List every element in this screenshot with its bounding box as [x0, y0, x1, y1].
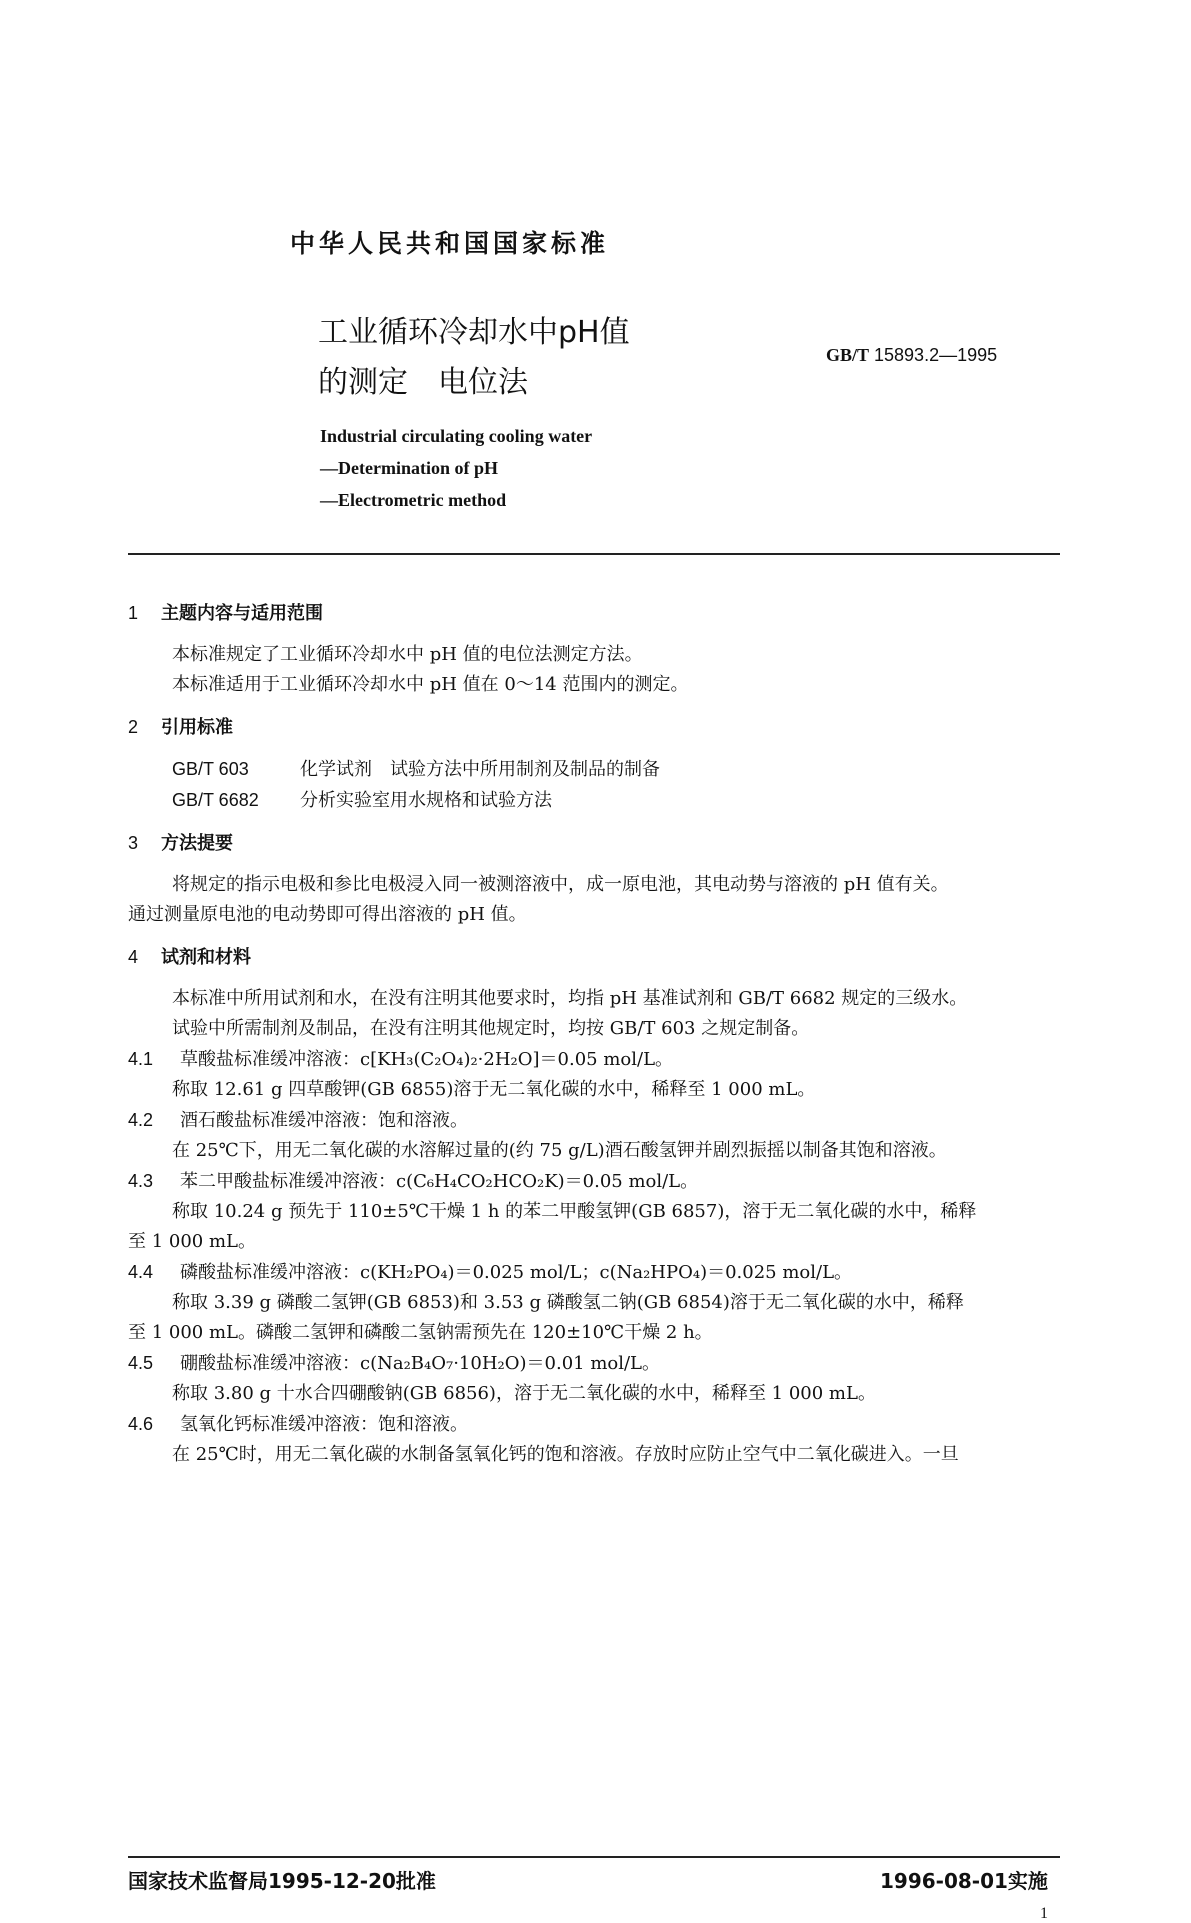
item-4-1-title: 4.1 草酸盐标准缓冲溶液：c[KH₃(C₂O₄)₂·2H₂O]＝0.05 mol/L。 [128, 1049, 674, 1070]
section-1-paragraph-1: 本标准规定了工业循环冷却水中 pH 值的电位法测定方法。 [172, 644, 643, 665]
item-4-3-text-line-2: 至 1 000 mL。 [128, 1231, 256, 1252]
item-4-4-text-line-2: 至 1 000 mL。磷酸二氢钾和磷酸二氢钠需预先在 120±10℃干燥 2 h。 [128, 1322, 713, 1343]
item-4-6-title: 4.6 氢氧化钙标准缓冲溶液：饱和溶液。 [128, 1414, 468, 1435]
section-4-paragraph-2: 试验中所需制剂及制品，在没有注明其他规定时，均按 GB/T 603 之规定制备。 [172, 1018, 810, 1039]
english-title [320, 420, 592, 516]
reference-gb-t-603: GB/T 603 化学试剂 试验方法中所用制剂及制品的制备 [172, 759, 660, 780]
chinese-title-line-2: 的测定 电位法 [318, 365, 528, 400]
section-4-paragraph-1: 本标准中所用试剂和水，在没有注明其他要求时，均指 pH 基准试剂和 GB/T 6682 规定的三级水。 [172, 988, 968, 1009]
section-4-heading: 4 试剂和材料 [128, 947, 251, 968]
item-4-2-title: 4.2 酒石酸盐标准缓冲溶液：饱和溶液。 [128, 1110, 468, 1131]
chinese-title [318, 308, 630, 408]
item-4-6-text: 在 25℃时，用无二氧化碳的水制备氢氧化钙的饱和溶液。存放时应防止空气中二氧化碳进入。一旦 [172, 1444, 959, 1465]
section-2-heading: 2 引用标准 [128, 717, 233, 738]
section-1-paragraph-2: 本标准适用于工业循环冷却水中 pH 值在 0～14 范围内的测定。 [172, 674, 689, 695]
document-body [128, 598, 1068, 1470]
item-4-1-text: 称取 12.61 g 四草酸钾(GB 6855)溶于无二氧化碳的水中，稀释至 1 000 mL。 [172, 1079, 816, 1100]
item-4-3-title: 4.3 苯二甲酸盐标准缓冲溶液：c(C₆H₄CO₂HCO₂K)＝0.05 mol/L。 [128, 1171, 699, 1192]
page-number: 1 [1040, 1905, 1048, 1922]
national-standard-heading: 中华人民共和国国家标准 [290, 229, 610, 258]
english-title-line-1: Industrial circulating cooling water [320, 426, 593, 446]
reference-gb-t-6682: GB/T 6682 分析实验室用水规格和试验方法 [172, 790, 552, 811]
english-title-line-3: —Electrometric method [320, 490, 507, 510]
item-4-5-text: 称取 3.80 g 十水合四硼酸钠(GB 6856)，溶于无二氧化碳的水中，稀释至 1 000 mL。 [172, 1383, 876, 1404]
section-3-paragraph-line-1: 将规定的指示电极和参比电极浸入同一被测溶液中，成一原电池，其电动势与溶液的 pH 值有关。 [172, 874, 949, 895]
section-3-paragraph-line-2: 通过测量原电池的电动势即可得出溶液的 pH 值。 [128, 904, 527, 925]
item-4-4-title: 4.4 磷酸盐标准缓冲溶液：c(KH₂PO₄)＝0.025 mol/L；c(Na₂HPO₄)＝0.025 mol/L。 [128, 1262, 853, 1283]
footer-divider [128, 1856, 1060, 1858]
approval-date: 国家技术监督局1995-12-20批准 [128, 1869, 436, 1893]
effective-date: 1996-08-01实施 [880, 1869, 1048, 1893]
english-title-line-2: —Determination of pH [320, 458, 498, 478]
item-4-3-text-line-1: 称取 10.24 g 预先于 110±5℃干燥 1 h 的苯二甲酸氢钾(GB 6857)，溶于无二氧化碳的水中，稀释 [172, 1201, 977, 1222]
item-4-5-title: 4.5 硼酸盐标准缓冲溶液：c(Na₂B₄O₇·10H₂O)＝0.01 mol/L。 [128, 1353, 661, 1374]
standard-prefix: GB/T [826, 345, 870, 365]
header-divider [128, 553, 1060, 555]
item-4-4-text-line-1: 称取 3.39 g 磷酸二氢钾(GB 6853)和 3.53 g 磷酸氢二钠(GB 6854)溶于无二氧化碳的水中，稀释 [172, 1292, 964, 1313]
section-1-heading: 1 主题内容与适用范围 [128, 603, 323, 624]
standard-number [826, 345, 997, 366]
item-4-2-text: 在 25℃下，用无二氧化碳的水溶解过量的(约 75 g/L)酒石酸氢钾并剧烈振摇以制备其饱和溶液。 [172, 1140, 947, 1161]
standard-code: 15893.2—1995 [869, 345, 998, 365]
section-3-heading: 3 方法提要 [128, 833, 233, 854]
chinese-title-line-1: 工业循环冷却水中pH值 [318, 315, 630, 350]
